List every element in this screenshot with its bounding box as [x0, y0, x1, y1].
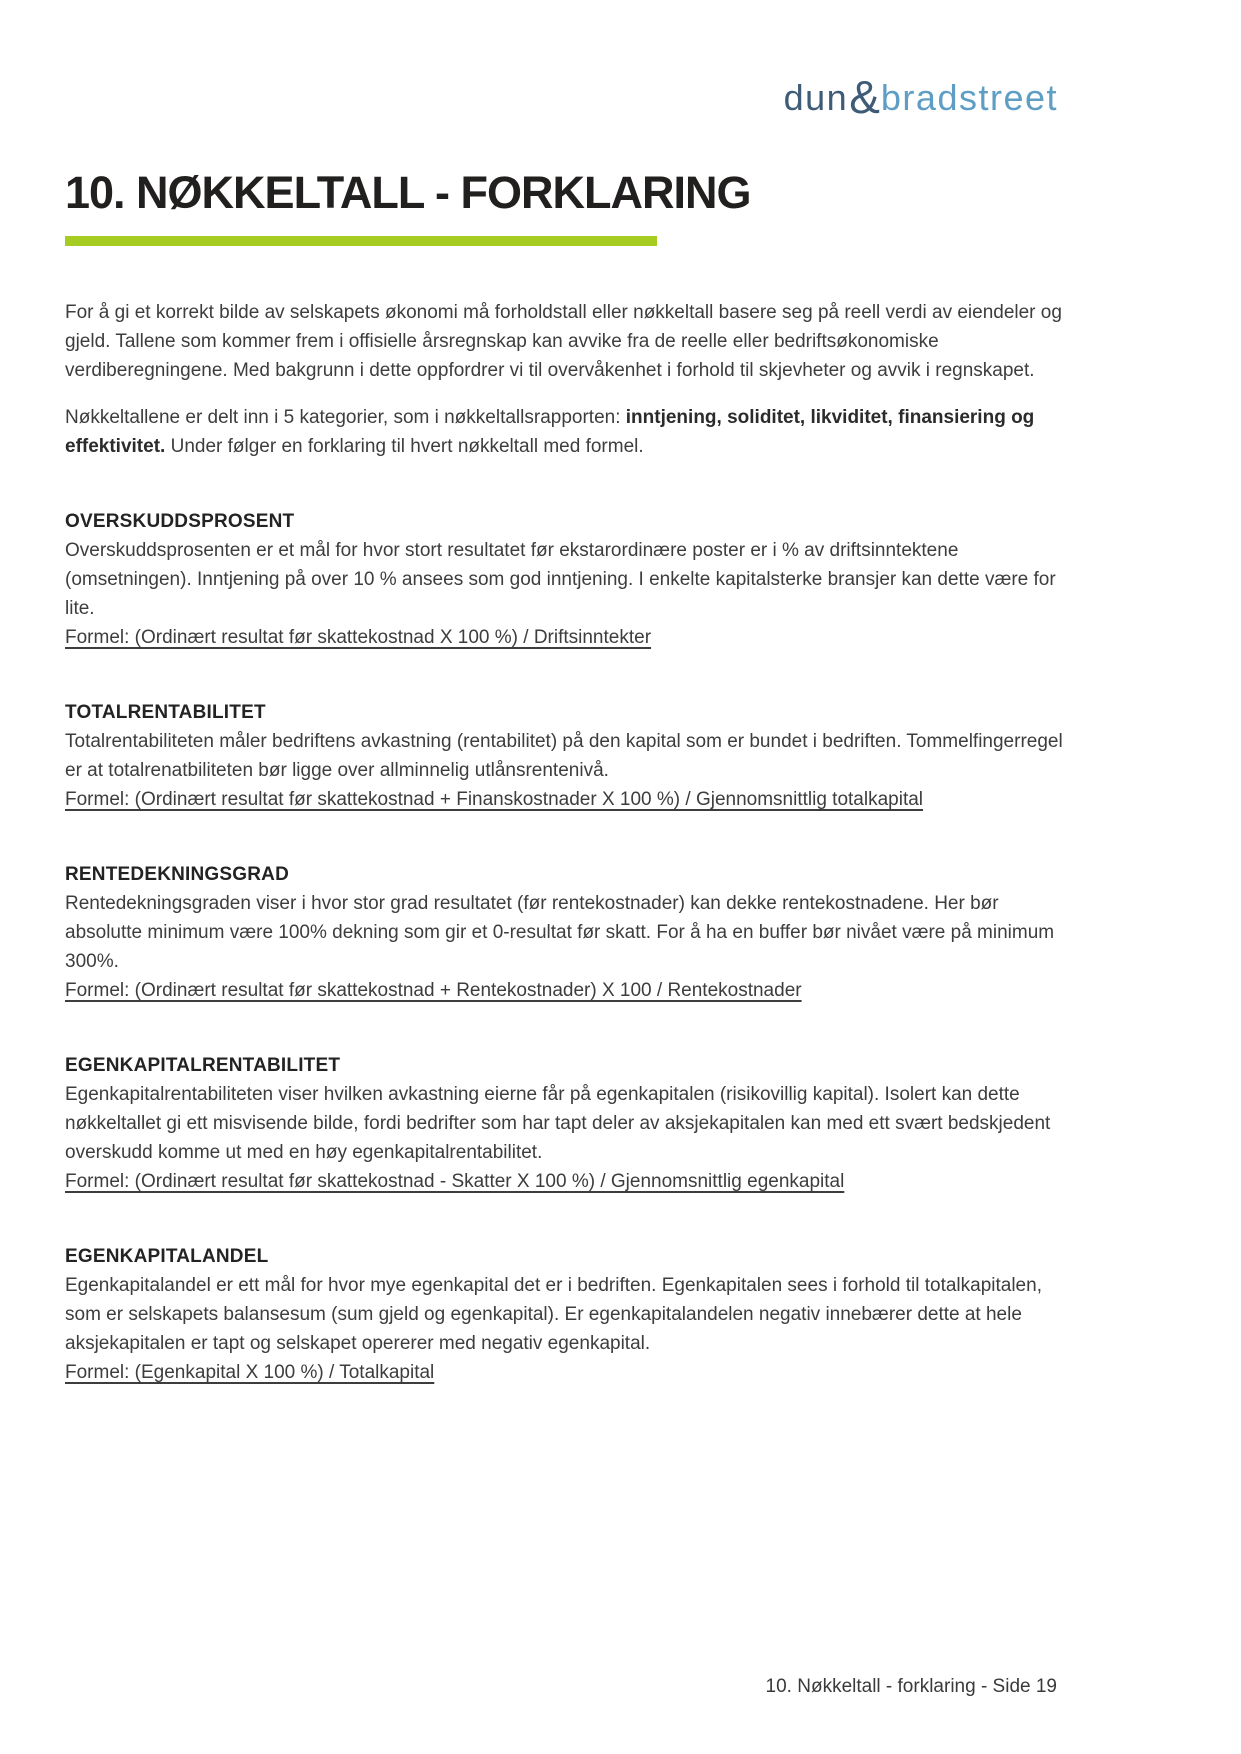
- section-heading: RENTEDEKNINGSGRAD: [65, 863, 290, 885]
- title-rule: [65, 236, 657, 246]
- intro-p2-tail: Under følger en forklaring til hvert nøkkeltall med formel.: [165, 435, 644, 457]
- section-body: Totalrentabiliteten måler bedriftens avkastning (rentabilitet) på den kapital som er bundet i bedriften. Tommelfingerregel er at totalrenatbiliteten bør ligge over allminnelig utlånsrentenivå.: [65, 730, 1063, 781]
- intro-p2-text: Nøkkeltallene er delt inn i 5 kategorier, som i nøkkeltallsrapporten:: [65, 406, 626, 428]
- dun-bradstreet-logo: [784, 70, 1058, 124]
- section-formula: Formel: (Ordinært resultat før skattekostnad + Finanskostnader X 100 %) / Gjennomsnittlig totalkapital: [65, 788, 924, 810]
- section-formula: Formel: (Egenkapital X 100 %) / Totalkapital: [65, 1361, 435, 1383]
- logo-ampersand-icon: &: [849, 71, 880, 123]
- section-formula: Formel: (Ordinært resultat før skattekostnad X 100 %) / Driftsinntekter: [65, 626, 652, 648]
- section-egenkapitalrentabilitet: [65, 1051, 1075, 1196]
- section-overskuddsprosent: [65, 507, 1075, 652]
- logo-bradstreet: bradstreet: [880, 77, 1058, 118]
- intro-paragraph-1: For å gi et korrekt bilde av selskapets økonomi må forholdstall eller nøkkeltall basere seg på reell verdi av eiendeler og gjeld. Tallene som kommer frem i offisielle årsregnskap kan avvike fra de reelle eller bedriftsøkonomiske verdiberegningene. Med bakgrunn i dette oppfordrer vi til overvåkenhet i forhold til skjevheter og avvik i regnskapet.: [65, 301, 1062, 381]
- section-egenkapitalandel: [65, 1242, 1075, 1387]
- section-totalrentabilitet: [65, 698, 1075, 814]
- section-body: Rentedekningsgraden viser i hvor stor grad resultatet (før rentekostnader) kan dekke rentekostnadene. Her bør absolutte minimum være 100% dekning som gir et 0-resultat før skatt. For å ha en buffer bør nivået være på minimum 300%.: [65, 892, 1055, 972]
- page-footer: 10. Nøkkeltall - forklaring - Side 19: [765, 1676, 1057, 1697]
- intro-block: [65, 298, 1075, 461]
- intro-paragraph-2: [65, 403, 1075, 461]
- page-title: 10. NØKKELTALL - FORKLARING: [65, 167, 751, 218]
- section-formula: Formel: (Ordinært resultat før skattekostnad - Skatter X 100 %) / Gjennomsnittlig egenkapital: [65, 1170, 845, 1192]
- section-body: Egenkapitalrentabiliteten viser hvilken avkastning eierne får på egenkapitalen (risikovillig kapital). Isolert kan dette nøkkeltallet gi ett misvisende bilde, fordi bedrifter som har tapt deler av aksjekapitalen kan med ett svært bedskjedent overskudd komme ut med en høy egenkapitalrentabilitet.: [65, 1083, 1051, 1163]
- section-heading: TOTALRENTABILITET: [65, 701, 266, 723]
- section-formula: Formel: (Ordinært resultat før skattekostnad + Rentekostnader) X 100 / Rentekostnader: [65, 979, 802, 1001]
- section-rentedekningsgrad: [65, 860, 1075, 1005]
- section-heading: EGENKAPITALRENTABILITET: [65, 1054, 341, 1076]
- section-body: Overskuddsprosenten er et mål for hvor stort resultatet før ekstarordinære poster er i % av driftsinntektene (omsetningen). Inntjening på over 10 % ansees som god inntjening. I enkelte kapitalsterke bransjer kan dette være for lite.: [65, 539, 1056, 619]
- section-heading: OVERSKUDDSPROSENT: [65, 510, 295, 532]
- section-body: Egenkapitalandel er ett mål for hvor mye egenkapital det er i bedriften. Egenkapitalen sees i forhold til totalkapitalen, som er selskapets balansesum (sum gjeld og egenkapital). Er egenkapitalandelen negativ innebærer dette at hele aksjekapitalen er tapt og selskapet opererer med negativ egenkapital.: [65, 1274, 1042, 1354]
- page-content: [65, 168, 1075, 1387]
- intro-p2-categories: inntjening, soliditet, likviditet, finansiering og effektivitet.: [65, 406, 1035, 457]
- section-heading: EGENKAPITALANDEL: [65, 1245, 269, 1267]
- logo-dun: dun: [783, 77, 849, 118]
